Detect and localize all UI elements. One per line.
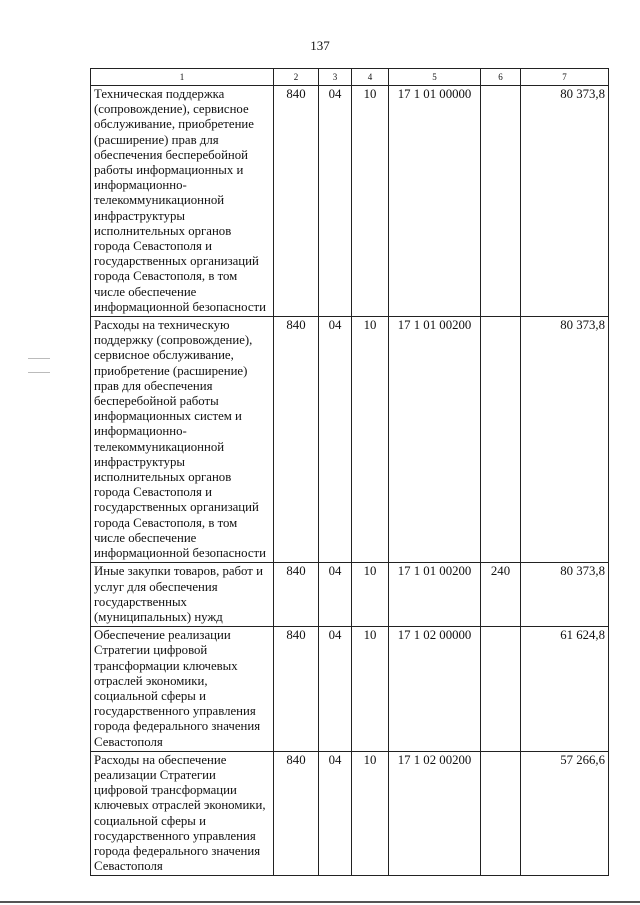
section-code: 04 <box>319 563 352 627</box>
column-header: 5 <box>389 69 481 86</box>
subsection-code: 10 <box>352 563 389 627</box>
column-header: 4 <box>352 69 389 86</box>
row-description: Иные закупки товаров, работ и услуг для обеспечения государственных (муниципальных) нужд <box>91 563 274 627</box>
subsection-code: 10 <box>352 751 389 876</box>
target-article-code: 17 1 01 00000 <box>389 86 481 317</box>
row-description: Расходы на обеспечение реализации Стратегии цифровой трансформации ключевых отраслей экономики, социальной сферы и государственного управления города федерального значения Севастополя <box>91 751 274 876</box>
expense-type-code <box>481 627 521 752</box>
section-code: 04 <box>319 751 352 876</box>
row-description: Обеспечение реализации Стратегии цифровой трансформации ключевых отраслей экономики, социальной сферы и государственного управления города федерального значения Севастополя <box>91 627 274 752</box>
expense-type-code <box>481 317 521 563</box>
subsection-code: 10 <box>352 86 389 317</box>
ministry-code: 840 <box>274 563 319 627</box>
column-header: 6 <box>481 69 521 86</box>
table-row <box>91 563 609 627</box>
ministry-code: 840 <box>274 751 319 876</box>
amount: 80 373,8 <box>521 317 609 563</box>
table-row <box>91 317 609 563</box>
column-header: 1 <box>91 69 274 86</box>
target-article-code: 17 1 01 00200 <box>389 563 481 627</box>
target-article-code: 17 1 01 00200 <box>389 317 481 563</box>
scan-bottom-edge <box>0 901 640 903</box>
expense-type-code: 240 <box>481 563 521 627</box>
table-row <box>91 86 609 317</box>
scan-edge-mark <box>28 358 50 359</box>
column-number-row <box>91 69 609 86</box>
column-header: 2 <box>274 69 319 86</box>
ministry-code: 840 <box>274 627 319 752</box>
table-row <box>91 627 609 752</box>
page-number: 137 <box>310 38 330 53</box>
column-header: 3 <box>319 69 352 86</box>
amount: 80 373,8 <box>521 86 609 317</box>
row-description: Расходы на техническую поддержку (сопровождение), сервисное обслуживание, приобретение (расширение) прав для обеспечения бесперебойной работы информационных систем и информационно-телекоммуникационной инфраструктуры исполнительных органов города Севастополя и государственных организаций города Севастополя, в том числе обеспечение информационной безопасности <box>91 317 274 563</box>
scan-edge-mark <box>28 372 50 373</box>
target-article-code: 17 1 02 00200 <box>389 751 481 876</box>
target-article-code: 17 1 02 00000 <box>389 627 481 752</box>
column-header: 7 <box>521 69 609 86</box>
expense-type-code <box>481 751 521 876</box>
budget-table <box>90 68 609 876</box>
amount: 57 266,6 <box>521 751 609 876</box>
amount: 80 373,8 <box>521 563 609 627</box>
section-code: 04 <box>319 317 352 563</box>
subsection-code: 10 <box>352 627 389 752</box>
subsection-code: 10 <box>352 317 389 563</box>
row-description: Техническая поддержка (сопровождение), сервисное обслуживание, приобретение (расширение) прав для обеспечения бесперебойной работы информационных и информационно-телекоммуникационной инфраструктуры исполнительных органов города Севастополя и государственных организаций города Севастополя, в том числе обеспечение информационной безопасности <box>91 86 274 317</box>
table-row <box>91 751 609 876</box>
section-code: 04 <box>319 627 352 752</box>
ministry-code: 840 <box>274 86 319 317</box>
expense-type-code <box>481 86 521 317</box>
section-code: 04 <box>319 86 352 317</box>
ministry-code: 840 <box>274 317 319 563</box>
amount: 61 624,8 <box>521 627 609 752</box>
